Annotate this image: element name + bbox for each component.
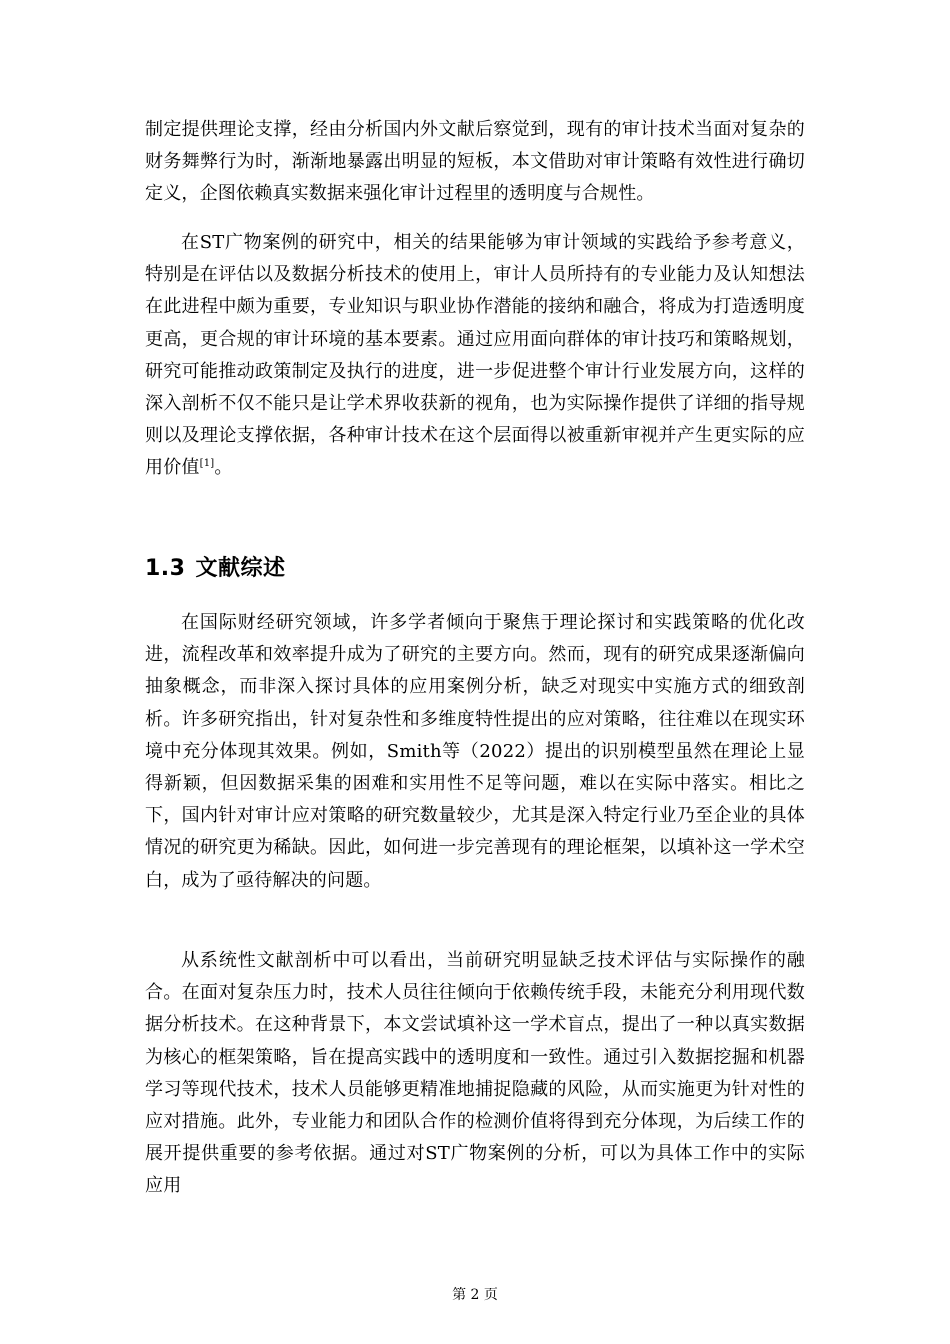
section-title: 文献综述: [195, 556, 286, 581]
paragraph-continuation: [145, 114, 805, 211]
section-number: 1.3: [145, 556, 186, 581]
paragraph-1-text: 制定提供理论支撑，经由分析国内外文献后察觉到，现有的审计技术当面对复杂的财务舞弊行为时，渐渐地暴露出明显的短板，本文借助对审计策略有效性进行确切定义，企图依赖真实数据来强化审计过程里的透明度与合规性。: [145, 119, 805, 205]
paragraph-2-text: 在ST广物案例的研究中，相关的结果能够为审计领域的实践给予参考意义，特别是在评估以及数据分析技术的使用上，审计人员所持有的专业能力及认知想法在此进程中颇为重要，专业知识与职业协作潜能的接纳和融合，将成为打造透明度更高，更合规的审计环境的基本要素。通过应用面向群体的审计技巧和策略规划，研究可能推动政策制定及执行的进度，进一步促进整个审计行业发展方向，这样的深入剖析不仅不能只是让学术界收获新的视角，也为实际操作提供了详细的指导规则以及理论支撑依据，各种审计技术在这个层面得以被重新审视并产生更实际的应用价值: [145, 232, 805, 479]
paragraph-3-text: 在国际财经研究领域，许多学者倾向于聚焦于理论探讨和实践策略的优化改进，流程改革和效率提升成为了研究的主要方向。然而，现有的研究成果逐渐偏向抽象概念，而非深入探讨具体的应用案例分析，缺乏对现实中实施方式的细致剖析。许多研究指出，针对复杂性和多维度特性提出的应对策略，往往难以在现实环境中充分体现其效果。例如，Smith等（2022）提出的识别模型虽然在理论上显得新颖，但因数据采集的困难和实用性不足等问题，难以在实际中落实。相比之下，国内针对审计应对策略的研究数量较少，尤其是深入特定行业乃至企业的具体情况的研究更为稀缺。因此，如何进一步完善现有的理论框架，以填补这一学术空白，成为了亟待解决的问题。: [145, 612, 805, 891]
paragraph-3: [145, 607, 805, 897]
paragraph-4-text: 从系统性文献剖析中可以看出，当前研究明显缺乏技术评估与实际操作的融合。在面对复杂压力时，技术人员往往倾向于依赖传统手段，未能充分利用现代数据分析技术。在这种背景下，本文尝试填补这一学术盲点，提出了一种以真实数据为核心的框架策略，旨在提高实践中的透明度和一致性。通过引入数据挖掘和机器学习等现代技术，技术人员能够更精准地捕捉隐藏的风险，从而实施更为针对性的应对措施。此外，专业能力和团队合作的检测价值将得到充分体现，为后续工作的展开提供重要的参考依据。通过对ST广物案例的分析，可以为具体工作中的实际应用: [145, 950, 805, 1197]
page-number: 第 2 页: [452, 1287, 498, 1303]
paragraph-4: [145, 945, 805, 1203]
paragraph-2: [145, 227, 805, 485]
section-heading: [145, 553, 286, 585]
paragraph-2-end: 。: [214, 457, 233, 479]
paragraph-2-body: [145, 227, 805, 485]
citation-marker[interactable]: [1]: [199, 458, 215, 470]
